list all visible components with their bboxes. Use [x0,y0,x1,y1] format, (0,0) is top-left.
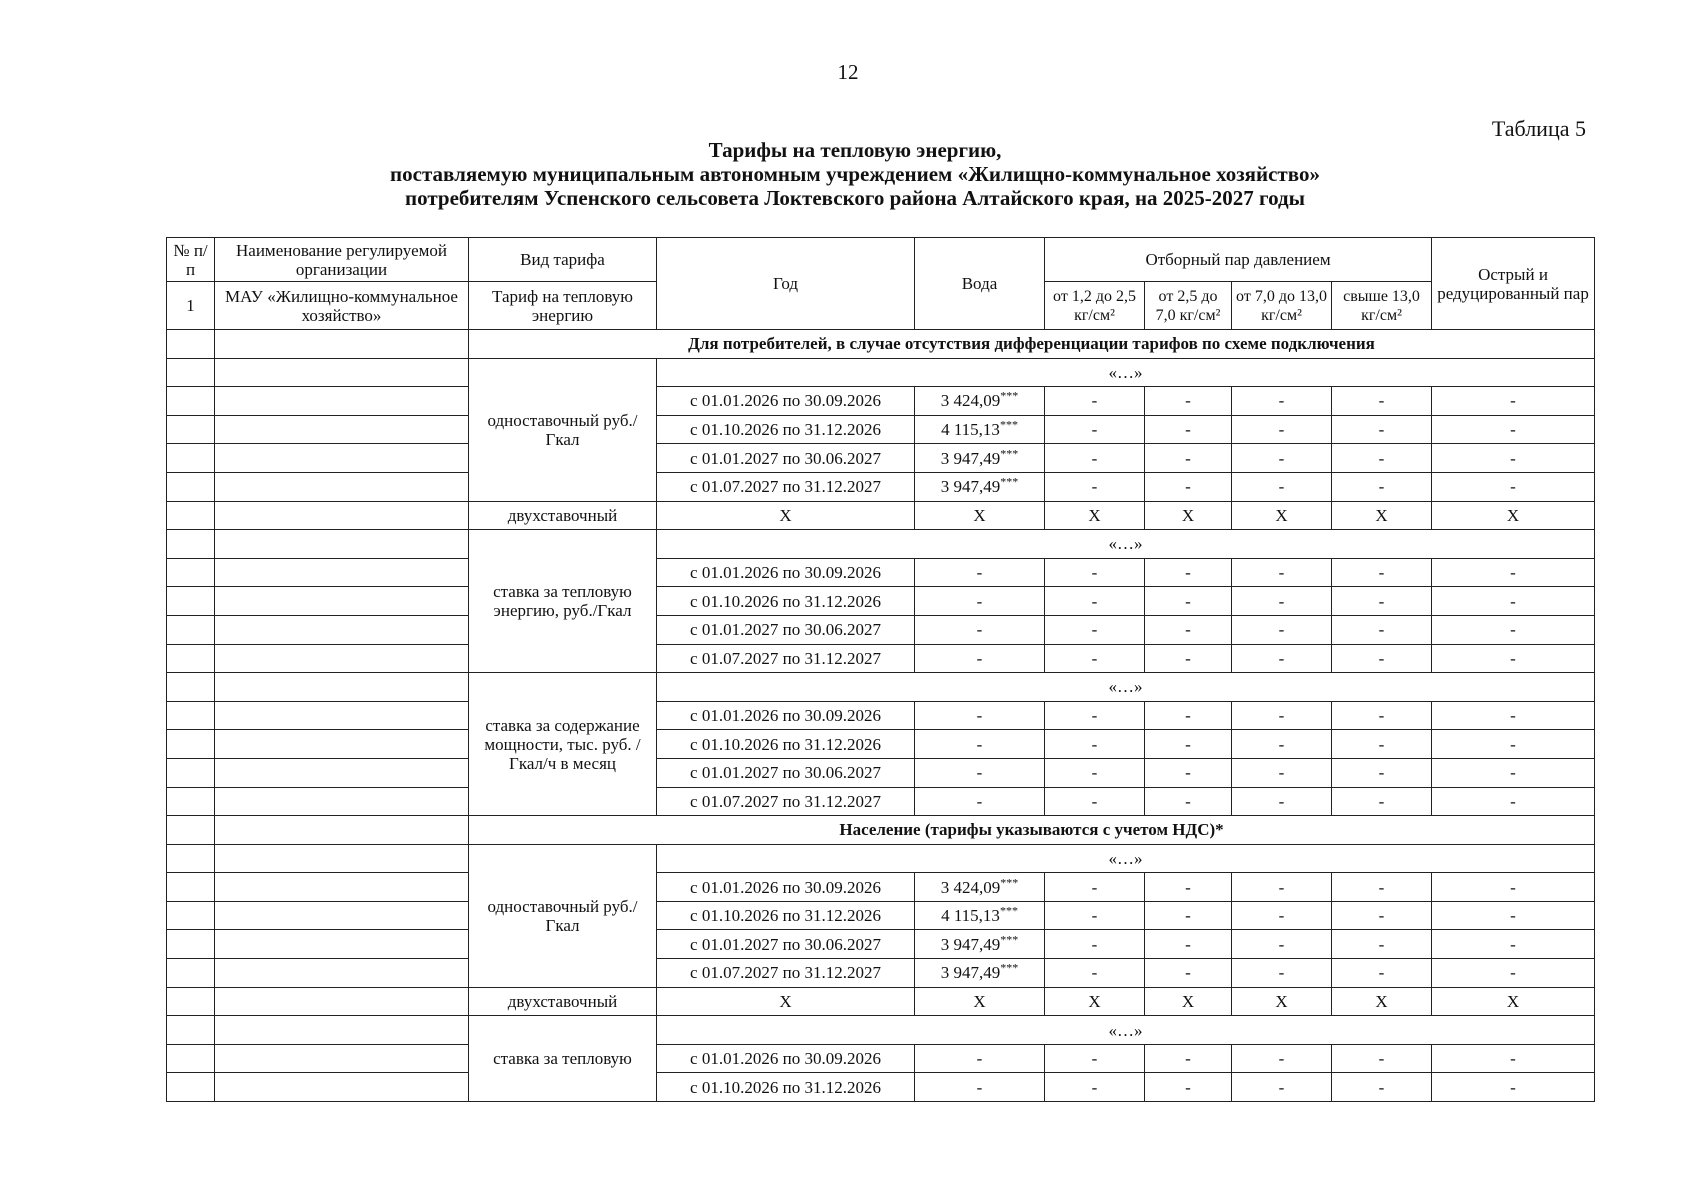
org-cell [215,1016,469,1045]
dash-cell: - [1332,615,1432,644]
footnote-mark: *** [1000,960,1019,975]
org-cell [215,330,469,359]
x-cell: Х [915,501,1045,530]
period-cell: с 01.01.2027 по 30.06.2027 [657,615,915,644]
header-water: Вода [915,238,1045,330]
dash-cell: - [1432,730,1595,759]
dash-cell: - [1432,959,1595,988]
period-cell: с 01.10.2026 по 31.12.2026 [657,730,915,759]
section-row [167,816,1595,845]
header-row-1 [167,238,1595,282]
x-cell: Х [1432,987,1595,1016]
dash-cell: - [1145,959,1232,988]
dash-cell: - [1432,587,1595,616]
num-cell [167,330,215,359]
dash-cell: - [1432,1044,1595,1073]
dash-cell: - [1432,787,1595,816]
dash-cell: - [1145,730,1232,759]
org-cell [215,787,469,816]
dash-cell: - [1045,444,1145,473]
water-value-number: 3 947,49 [940,934,1001,954]
num-cell [167,758,215,787]
num-cell [167,587,215,616]
header-year: Год [657,238,915,330]
period-cell: с 01.01.2027 по 30.06.2027 [657,444,915,473]
dash-cell: - [1045,901,1145,930]
dash-cell: - [915,558,1045,587]
dash-cell: - [1232,644,1332,673]
dash-cell: - [1045,558,1145,587]
period-row [167,444,1595,473]
period-row [167,901,1595,930]
dash-cell: - [1432,444,1595,473]
dash-cell: - [915,1044,1045,1073]
dash-cell: - [1432,930,1595,959]
section-heading: Для потребителей, в случае отсутствия дифференциации тарифов по схеме подключения [469,330,1595,359]
header-steam: Отборный пар давлением [1045,238,1432,282]
title-line-2: поставляемую муниципальным автономным учреждением «Жилищно-коммунальное хозяйство» [390,162,1320,186]
period-cell: с 01.01.2027 по 30.06.2027 [657,758,915,787]
dash-cell: - [915,644,1045,673]
period-cell: с 01.10.2026 по 31.12.2026 [657,901,915,930]
num-cell [167,501,215,530]
period-row [167,387,1595,416]
dash-cell: - [1232,730,1332,759]
period-cell: с 01.01.2026 по 30.09.2026 [657,1044,915,1073]
dash-cell: - [1432,873,1595,902]
dash-cell: - [1432,615,1595,644]
period-cell: с 01.07.2027 по 31.12.2027 [657,787,915,816]
dash-cell: - [1045,959,1145,988]
num-cell [167,615,215,644]
org-cell [215,1073,469,1102]
num-cell [167,444,215,473]
period-row [167,1073,1595,1102]
num-cell [167,415,215,444]
dash-cell: - [1332,558,1432,587]
dash-cell: - [1045,930,1145,959]
num-cell [167,730,215,759]
dash-cell: - [1432,558,1595,587]
org-cell [215,901,469,930]
dash-cell: - [1145,930,1232,959]
x-cell: Х [1045,501,1145,530]
header-pressure-2: от 2,5 до 7,0 кг/см² [1145,282,1232,330]
dash-cell: - [1232,787,1332,816]
water-value [915,415,1045,444]
footnote-mark: *** [999,903,1018,918]
dash-cell: - [1332,701,1432,730]
dash-cell: - [1232,701,1332,730]
org-cell [215,816,469,845]
dash-cell: - [1145,444,1232,473]
tariff-kind-cell: одноставочный руб./Гкал [469,358,657,501]
water-value [915,901,1045,930]
water-value-number: 3 424,09 [940,391,1001,411]
two-rate-row [167,501,1595,530]
table-label: Таблица 5 [1491,116,1586,141]
header-num: № п/п [167,238,215,282]
water-value-number: 3 947,49 [940,477,1001,497]
org-cell [215,358,469,387]
num-cell [167,959,215,988]
org-cell [215,587,469,616]
dash-cell: - [1332,1044,1432,1073]
dash-cell: - [1045,758,1145,787]
dash-cell: - [1232,930,1332,959]
dash-cell: - [915,787,1045,816]
period-cell: с 01.01.2026 по 30.09.2026 [657,387,915,416]
two-rate-row [167,987,1595,1016]
first-row-org: МАУ «Жилищно-коммунальное хозяйство» [215,282,469,330]
org-cell [215,987,469,1016]
dash-cell: - [1432,1073,1595,1102]
x-cell: Х [1045,987,1145,1016]
dash-cell: - [1145,644,1232,673]
num-cell [167,673,215,702]
num-cell [167,1016,215,1045]
dash-cell: - [1332,387,1432,416]
period-row [167,787,1595,816]
num-cell [167,701,215,730]
dash-cell: - [1045,730,1145,759]
dash-cell: - [1045,873,1145,902]
num-cell [167,358,215,387]
tariff-kind-cell: двухставочный [469,501,657,530]
num-cell [167,930,215,959]
dash-cell: - [1232,387,1332,416]
period-row [167,644,1595,673]
num-cell [167,787,215,816]
dash-cell: - [1145,387,1232,416]
water-value [915,444,1045,473]
dash-cell: - [915,758,1045,787]
dash-cell: - [1232,873,1332,902]
period-row [167,415,1595,444]
ellipsis-row [167,530,1595,559]
page-number: 12 [837,60,859,84]
dash-cell: - [1332,644,1432,673]
dash-cell: - [1145,1044,1232,1073]
num-cell [167,472,215,501]
period-cell: с 01.07.2027 по 31.12.2027 [657,959,915,988]
num-cell [167,873,215,902]
period-cell: с 01.10.2026 по 31.12.2026 [657,587,915,616]
section-heading: Население (тарифы указываются с учетом НДС)* [469,816,1595,845]
dash-cell: - [1045,644,1145,673]
dash-cell: - [1232,758,1332,787]
x-cell: Х [1145,501,1232,530]
ellipsis-row [167,844,1595,873]
num-cell [167,1044,215,1073]
header-pressure-3: от 7,0 до 13,0 кг/см² [1232,282,1332,330]
tariff-kind-cell: одноставочный руб./Гкал [469,844,657,987]
water-value-number: 3 424,09 [940,877,1001,897]
dash-cell: - [915,730,1045,759]
ellipsis-cell: «…» [657,673,1595,702]
period-cell: с 01.10.2026 по 31.12.2026 [657,415,915,444]
dash-cell: - [1145,615,1232,644]
header-pressure-1: от 1,2 до 2,5 кг/см² [1045,282,1145,330]
water-value-number: 4 115,13 [941,420,1000,440]
org-cell [215,501,469,530]
first-row-kind: Тариф на тепловую энергию [469,282,657,330]
dash-cell: - [1045,615,1145,644]
water-value [915,959,1045,988]
num-cell [167,816,215,845]
x-cell: Х [1232,987,1332,1016]
dash-cell: - [1232,587,1332,616]
dash-cell: - [1332,959,1432,988]
dash-cell: - [915,615,1045,644]
dash-cell: - [1045,1044,1145,1073]
footnote-mark: *** [1000,874,1019,889]
x-cell: Х [915,987,1045,1016]
period-cell: с 01.10.2026 по 31.12.2026 [657,1073,915,1102]
dash-cell: - [1145,758,1232,787]
dash-cell: - [1432,387,1595,416]
x-cell: Х [657,501,915,530]
x-cell: Х [1432,501,1595,530]
ellipsis-cell: «…» [657,530,1595,559]
num-cell [167,987,215,1016]
num-cell [167,558,215,587]
dash-cell: - [915,1073,1045,1102]
ellipsis-cell: «…» [657,1016,1595,1045]
num-cell [167,387,215,416]
dash-cell: - [1432,644,1595,673]
dash-cell: - [1432,758,1595,787]
dash-cell: - [1432,701,1595,730]
water-value-number: 4 115,13 [941,906,1000,926]
org-cell [215,873,469,902]
org-cell [215,644,469,673]
dash-cell: - [1045,415,1145,444]
dash-cell: - [915,701,1045,730]
org-cell [215,615,469,644]
water-value-number: 3 947,49 [940,963,1001,983]
dash-cell: - [1332,587,1432,616]
dash-cell: - [1232,615,1332,644]
dash-cell: - [1332,1073,1432,1102]
dash-cell: - [1332,415,1432,444]
water-value [915,472,1045,501]
dash-cell: - [1332,472,1432,501]
dash-cell: - [1145,873,1232,902]
dash-cell: - [1332,444,1432,473]
ellipsis-row [167,673,1595,702]
period-row [167,930,1595,959]
dash-cell: - [1432,472,1595,501]
dash-cell: - [1045,387,1145,416]
org-cell [215,387,469,416]
dash-cell: - [1145,415,1232,444]
period-row [167,472,1595,501]
footnote-mark: *** [1000,446,1019,461]
org-cell [215,1044,469,1073]
dash-cell: - [1332,930,1432,959]
dash-cell: - [1332,787,1432,816]
dash-cell: - [1145,701,1232,730]
water-value [915,387,1045,416]
dash-cell: - [1232,1044,1332,1073]
period-cell: с 01.07.2027 по 31.12.2027 [657,472,915,501]
x-cell: Х [1332,501,1432,530]
header-sharp-steam: Острый и редуцированный пар [1432,238,1595,330]
period-row [167,758,1595,787]
period-cell: с 01.01.2026 по 30.09.2026 [657,558,915,587]
org-cell [215,844,469,873]
dash-cell: - [1332,873,1432,902]
org-cell [215,558,469,587]
dash-cell: - [1332,758,1432,787]
tariff-kind-cell: ставка за тепловую [469,1016,657,1102]
num-cell [167,530,215,559]
period-row [167,701,1595,730]
org-cell [215,730,469,759]
period-cell: с 01.07.2027 по 31.12.2027 [657,644,915,673]
dash-cell: - [1232,415,1332,444]
x-cell: Х [657,987,915,1016]
num-cell [167,844,215,873]
table-title [240,138,1470,210]
water-value-number: 3 947,49 [940,448,1001,468]
period-row [167,558,1595,587]
dash-cell: - [1145,901,1232,930]
x-cell: Х [1332,987,1432,1016]
footnote-mark: *** [1000,932,1019,947]
x-cell: Х [1232,501,1332,530]
tariff-table [166,237,1595,1102]
first-row-num: 1 [167,282,215,330]
header-org: Наименование регулируемой организации [215,238,469,282]
dash-cell: - [1232,558,1332,587]
period-cell: с 01.01.2026 по 30.09.2026 [657,873,915,902]
dash-cell: - [1045,701,1145,730]
dash-cell: - [1045,587,1145,616]
period-row [167,615,1595,644]
org-cell [215,930,469,959]
dash-cell: - [1232,901,1332,930]
org-cell [215,959,469,988]
dash-cell: - [1232,959,1332,988]
dash-cell: - [1332,730,1432,759]
ellipsis-cell: «…» [657,844,1595,873]
tariff-kind-cell: ставка за тепловую энергию, руб./Гкал [469,530,657,673]
dash-cell: - [915,587,1045,616]
dash-cell: - [1432,901,1595,930]
dash-cell: - [1045,472,1145,501]
org-cell [215,758,469,787]
footnote-mark: *** [1000,474,1019,489]
dash-cell: - [1145,1073,1232,1102]
footnote-mark: *** [1000,388,1019,403]
tariff-kind-cell: двухставочный [469,987,657,1016]
org-cell [215,415,469,444]
dash-cell: - [1232,472,1332,501]
x-cell: Х [1145,987,1232,1016]
period-cell: с 01.01.2026 по 30.09.2026 [657,701,915,730]
period-row [167,873,1595,902]
org-cell [215,530,469,559]
ellipsis-row [167,1016,1595,1045]
title-line-1: Тарифы на тепловую энергию, [708,138,1002,162]
dash-cell: - [1145,587,1232,616]
dash-cell: - [1232,444,1332,473]
header-kind: Вид тарифа [469,238,657,282]
water-value [915,873,1045,902]
water-value [915,930,1045,959]
dash-cell: - [1232,1073,1332,1102]
dash-cell: - [1432,415,1595,444]
dash-cell: - [1145,472,1232,501]
header-pressure-4: свыше 13,0 кг/см² [1332,282,1432,330]
period-row [167,959,1595,988]
org-cell [215,472,469,501]
ellipsis-row [167,358,1595,387]
period-row [167,1044,1595,1073]
dash-cell: - [1045,1073,1145,1102]
org-cell [215,444,469,473]
num-cell [167,1073,215,1102]
period-cell: с 01.01.2027 по 30.06.2027 [657,930,915,959]
org-cell [215,673,469,702]
section-row [167,330,1595,359]
period-row [167,730,1595,759]
dash-cell: - [1332,901,1432,930]
dash-cell: - [1145,558,1232,587]
num-cell [167,644,215,673]
num-cell [167,901,215,930]
org-cell [215,701,469,730]
period-row [167,587,1595,616]
tariff-kind-cell: ставка за содержание мощности, тыс. руб. /Гкал/ч в месяц [469,673,657,816]
footnote-mark: *** [999,417,1018,432]
title-line-3: потребителям Успенского сельсовета Локтевского района Алтайского края, на 2025-2027 годы [405,186,1305,210]
ellipsis-cell: «…» [657,358,1595,387]
dash-cell: - [1045,787,1145,816]
dash-cell: - [1145,787,1232,816]
